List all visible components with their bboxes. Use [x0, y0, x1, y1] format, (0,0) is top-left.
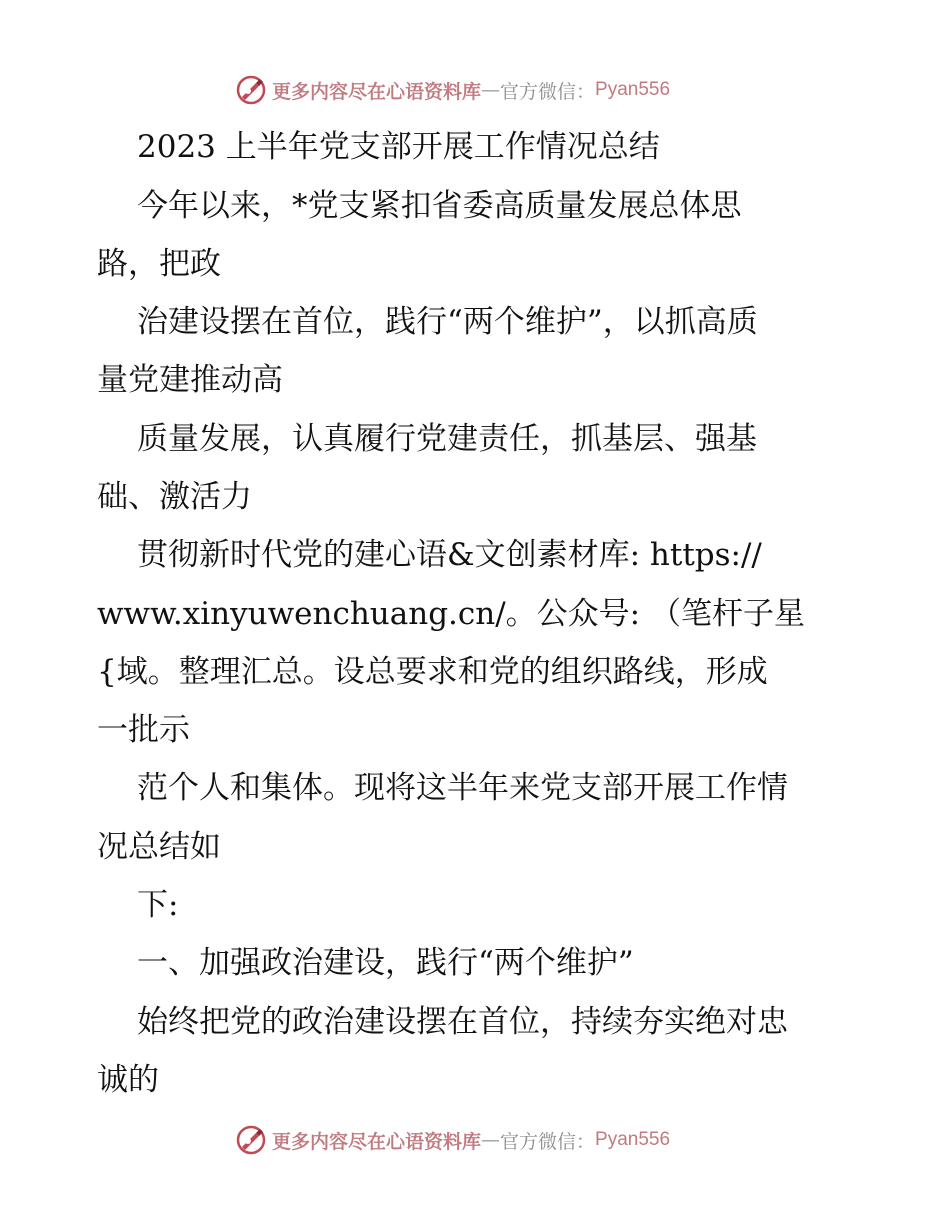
document-title: 2023 上半年党支部开展工作情况总结: [137, 129, 660, 165]
watermark-separator: —: [481, 79, 501, 101]
paragraph-line: {域。整理汇总。设总要求和党的组织路线，形成: [97, 654, 768, 690]
watermark-brand: 更多内容尽在心语资料库: [272, 1130, 482, 1153]
pen-logo-icon: [236, 75, 266, 105]
paragraph-line: 今年以来，*党支紧扣省委高质量发展总体思: [137, 188, 742, 224]
paragraph-line: 始终把党的政治建设摆在首位，持续夯实绝对忠: [137, 1004, 788, 1040]
paragraph-line: 治建设摆在首位，践行“两个维护”，以抓高质: [137, 304, 758, 340]
watermark-cta: 官方微信：: [500, 1130, 596, 1153]
watermark-separator: —: [481, 1129, 501, 1151]
watermark-cta: 官方微信：: [500, 80, 596, 103]
paragraph-line: 况总结如: [97, 829, 221, 865]
paragraph-line: 范个人和集体。现将这半年来党支部开展工作情: [137, 770, 788, 806]
section-heading: 一、加强政治建设，践行“两个维护”: [137, 945, 634, 981]
paragraph-line: 一批示: [97, 712, 190, 748]
paragraph-line: 质量发展，认真履行党建责任，抓基层、强基: [137, 421, 757, 457]
paragraph-line: 础、激活力: [97, 479, 252, 515]
paragraph-line: www.xinyuwenchuang.cn/。公众号: （笔杆子星: [97, 596, 805, 632]
watermark-account: Pyan556: [595, 79, 671, 100]
pen-logo-icon: [236, 1125, 266, 1155]
watermark-brand: 更多内容尽在心语资料库: [272, 80, 482, 103]
watermark-account: Pyan556: [595, 1129, 671, 1150]
paragraph-line: 诚的: [97, 1062, 159, 1098]
paragraph-line: 贯彻新时代党的建心语&文创素材库: https://: [137, 537, 762, 573]
paragraph-line: 下:: [137, 887, 179, 923]
paragraph-line: 量党建推动高: [97, 362, 283, 398]
header-watermark: [236, 73, 670, 107]
paragraph-line: 路，把政: [97, 246, 221, 282]
footer-watermark: [236, 1123, 670, 1157]
